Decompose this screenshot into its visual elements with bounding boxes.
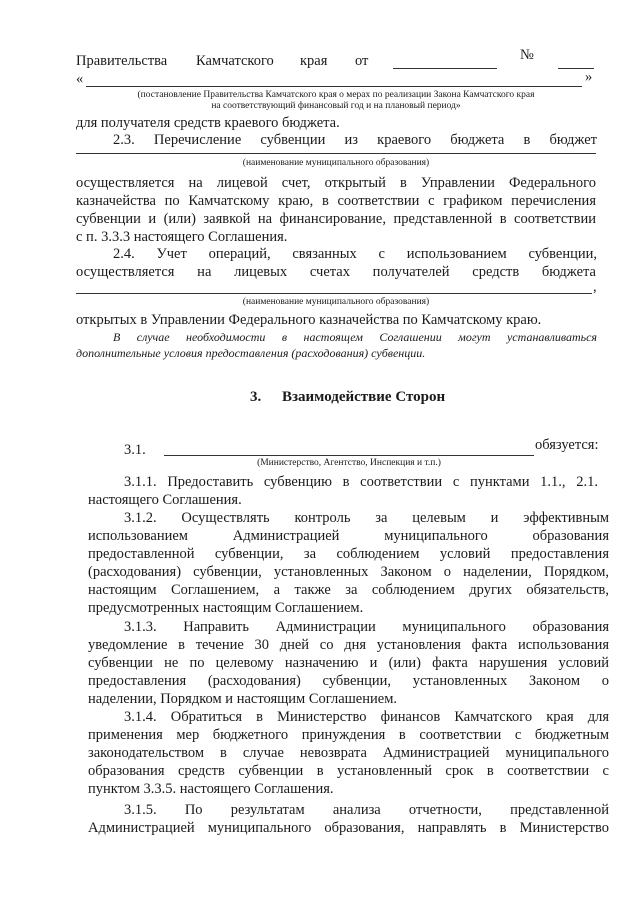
italic-note-line-1: В случае необходимости в настоящем Соглашении могут устанавливаться: [113, 330, 597, 344]
section-3-1-4-line-1: 3.1.4. Обратиться в Министерство финансов Камчатского края для: [124, 709, 609, 725]
section-3-1-3-line-3: субвенции не по целевому назначению и (или) факта нарушения условий: [88, 655, 609, 671]
date-blank-line: [393, 68, 497, 69]
comma: ,: [593, 279, 597, 295]
agency-caption: (Министерство, Агентство, Инспекция и т.п.): [257, 458, 441, 468]
obliges-text: обязуется:: [535, 437, 599, 453]
section-3-1-3-line-2: уведомление в течение 30 дней со дня установления факта использования: [88, 637, 609, 653]
header-caption-2: на соответствующий финансовый год и на плановый период»: [211, 101, 461, 111]
header-word-kamchatskogo: Камчатского: [196, 53, 274, 69]
municipality-blank-line-2: [76, 293, 592, 294]
section-3-1-4-line-3: законодательством в случае невозврата Администрацией муниципального: [88, 745, 609, 761]
section-3-1-3-line-4: предоставления (расходования) субвенции, установленных Законом о: [88, 673, 609, 689]
section-3-1-2-line-6: предусмотренных настоящим Соглашением.: [88, 600, 364, 616]
section-2-4-line-3: открытых в Управлении Федерального казначейства по Камчатскому краю.: [76, 312, 542, 328]
header-caption-1: (постановление Правительства Камчатского края о мерах по реализации Закона Камчатского края: [137, 90, 535, 100]
section-2-3-line-5: с п. 3.3.3 настоящего Соглашения.: [76, 229, 288, 245]
quote-open: «: [76, 71, 84, 87]
number-sign: №: [520, 47, 534, 63]
section-3-1-5-line-2: Администрацией муниципального образования, направлять в Министерство: [88, 820, 609, 836]
header-word-ot: от: [355, 53, 369, 69]
municipality-caption-1: (наименование муниципального образования): [242, 158, 430, 168]
agency-blank-line: [164, 455, 534, 456]
quote-close: »: [585, 69, 593, 85]
section-2-4-line-1: 2.4. Учет операций, связанных с использованием субвенции,: [113, 246, 597, 262]
section-3-1-4-line-2: применения мер бюджетного принуждения в соответствии с бюджетным: [88, 727, 609, 743]
section-3-1-3-line-1: 3.1.3. Направить Администрации муниципального образования: [124, 619, 609, 635]
section-3-1-3-line-5: наделении, Порядком и настоящим Соглашением.: [88, 691, 398, 707]
section-3-1-4-line-4: образования средств субвенции в установленный срок в соответствии с: [88, 763, 609, 779]
section-3-1-2-line-2: использованием Администрацией муниципального образования: [88, 528, 609, 544]
title-blank-line: [86, 86, 582, 87]
section-3-1-number: 3.1.: [124, 442, 146, 458]
municipality-blank-line-1: [76, 153, 596, 154]
section-3-1-5-line-1: 3.1.5. По результатам анализа отчетности, представленной: [124, 802, 609, 818]
section-2-3-line-3: казначейства по Камчатскому краю, в соответствии с графиком перечисления: [76, 193, 596, 209]
section-3-1-2-line-4: (расходования) субвенции, установленных Законом о наделении, Порядком,: [88, 564, 609, 580]
section-2-4-line-2: осуществляется на лицевых счетах получателей средств бюджета: [76, 264, 596, 280]
section-3-1-1-line-2: настоящего Соглашения.: [88, 492, 242, 508]
section-3-number: 3.: [250, 389, 262, 405]
header-word-kraya: края: [300, 53, 328, 69]
header-word-pravitelstva: Правительства: [76, 53, 168, 69]
section-3-title: Взаимодействие Сторон: [282, 389, 446, 405]
section-2-2-tail: для получателя средств краевого бюджета.: [76, 115, 340, 131]
section-3-1-2-line-3: предоставленной субвенции, за соблюдением условий предоставления: [88, 546, 609, 562]
italic-note-line-2: дополнительные условия предоставления (расходования) субвенции.: [76, 346, 426, 360]
section-3-1-2-line-5: настоящим Соглашением, а также за соблюдением других обязательств,: [88, 582, 609, 598]
section-3-1-2-line-1: 3.1.2. Осуществлять контроль за целевым и эффективным: [124, 510, 609, 526]
section-2-3-line-2: осуществляется на лицевой счет, открытый в Управлении Федерального: [76, 175, 596, 191]
section-3-1-4-line-5: пунктом 3.3.5. настоящего Соглашения.: [88, 781, 334, 797]
section-2-3-line-4: субвенции и (или) заявкой на финансирование, представленной в соответствии: [76, 211, 596, 227]
municipality-caption-2: (наименование муниципального образования): [242, 297, 430, 307]
section-3-1-1-line-1: 3.1.1. Предоставить субвенцию в соответствии с пунктами 1.1., 2.1.: [124, 474, 598, 490]
section-2-3-line-1: 2.3. Перечисление субвенции из краевого бюджета в бюджет: [113, 132, 597, 148]
